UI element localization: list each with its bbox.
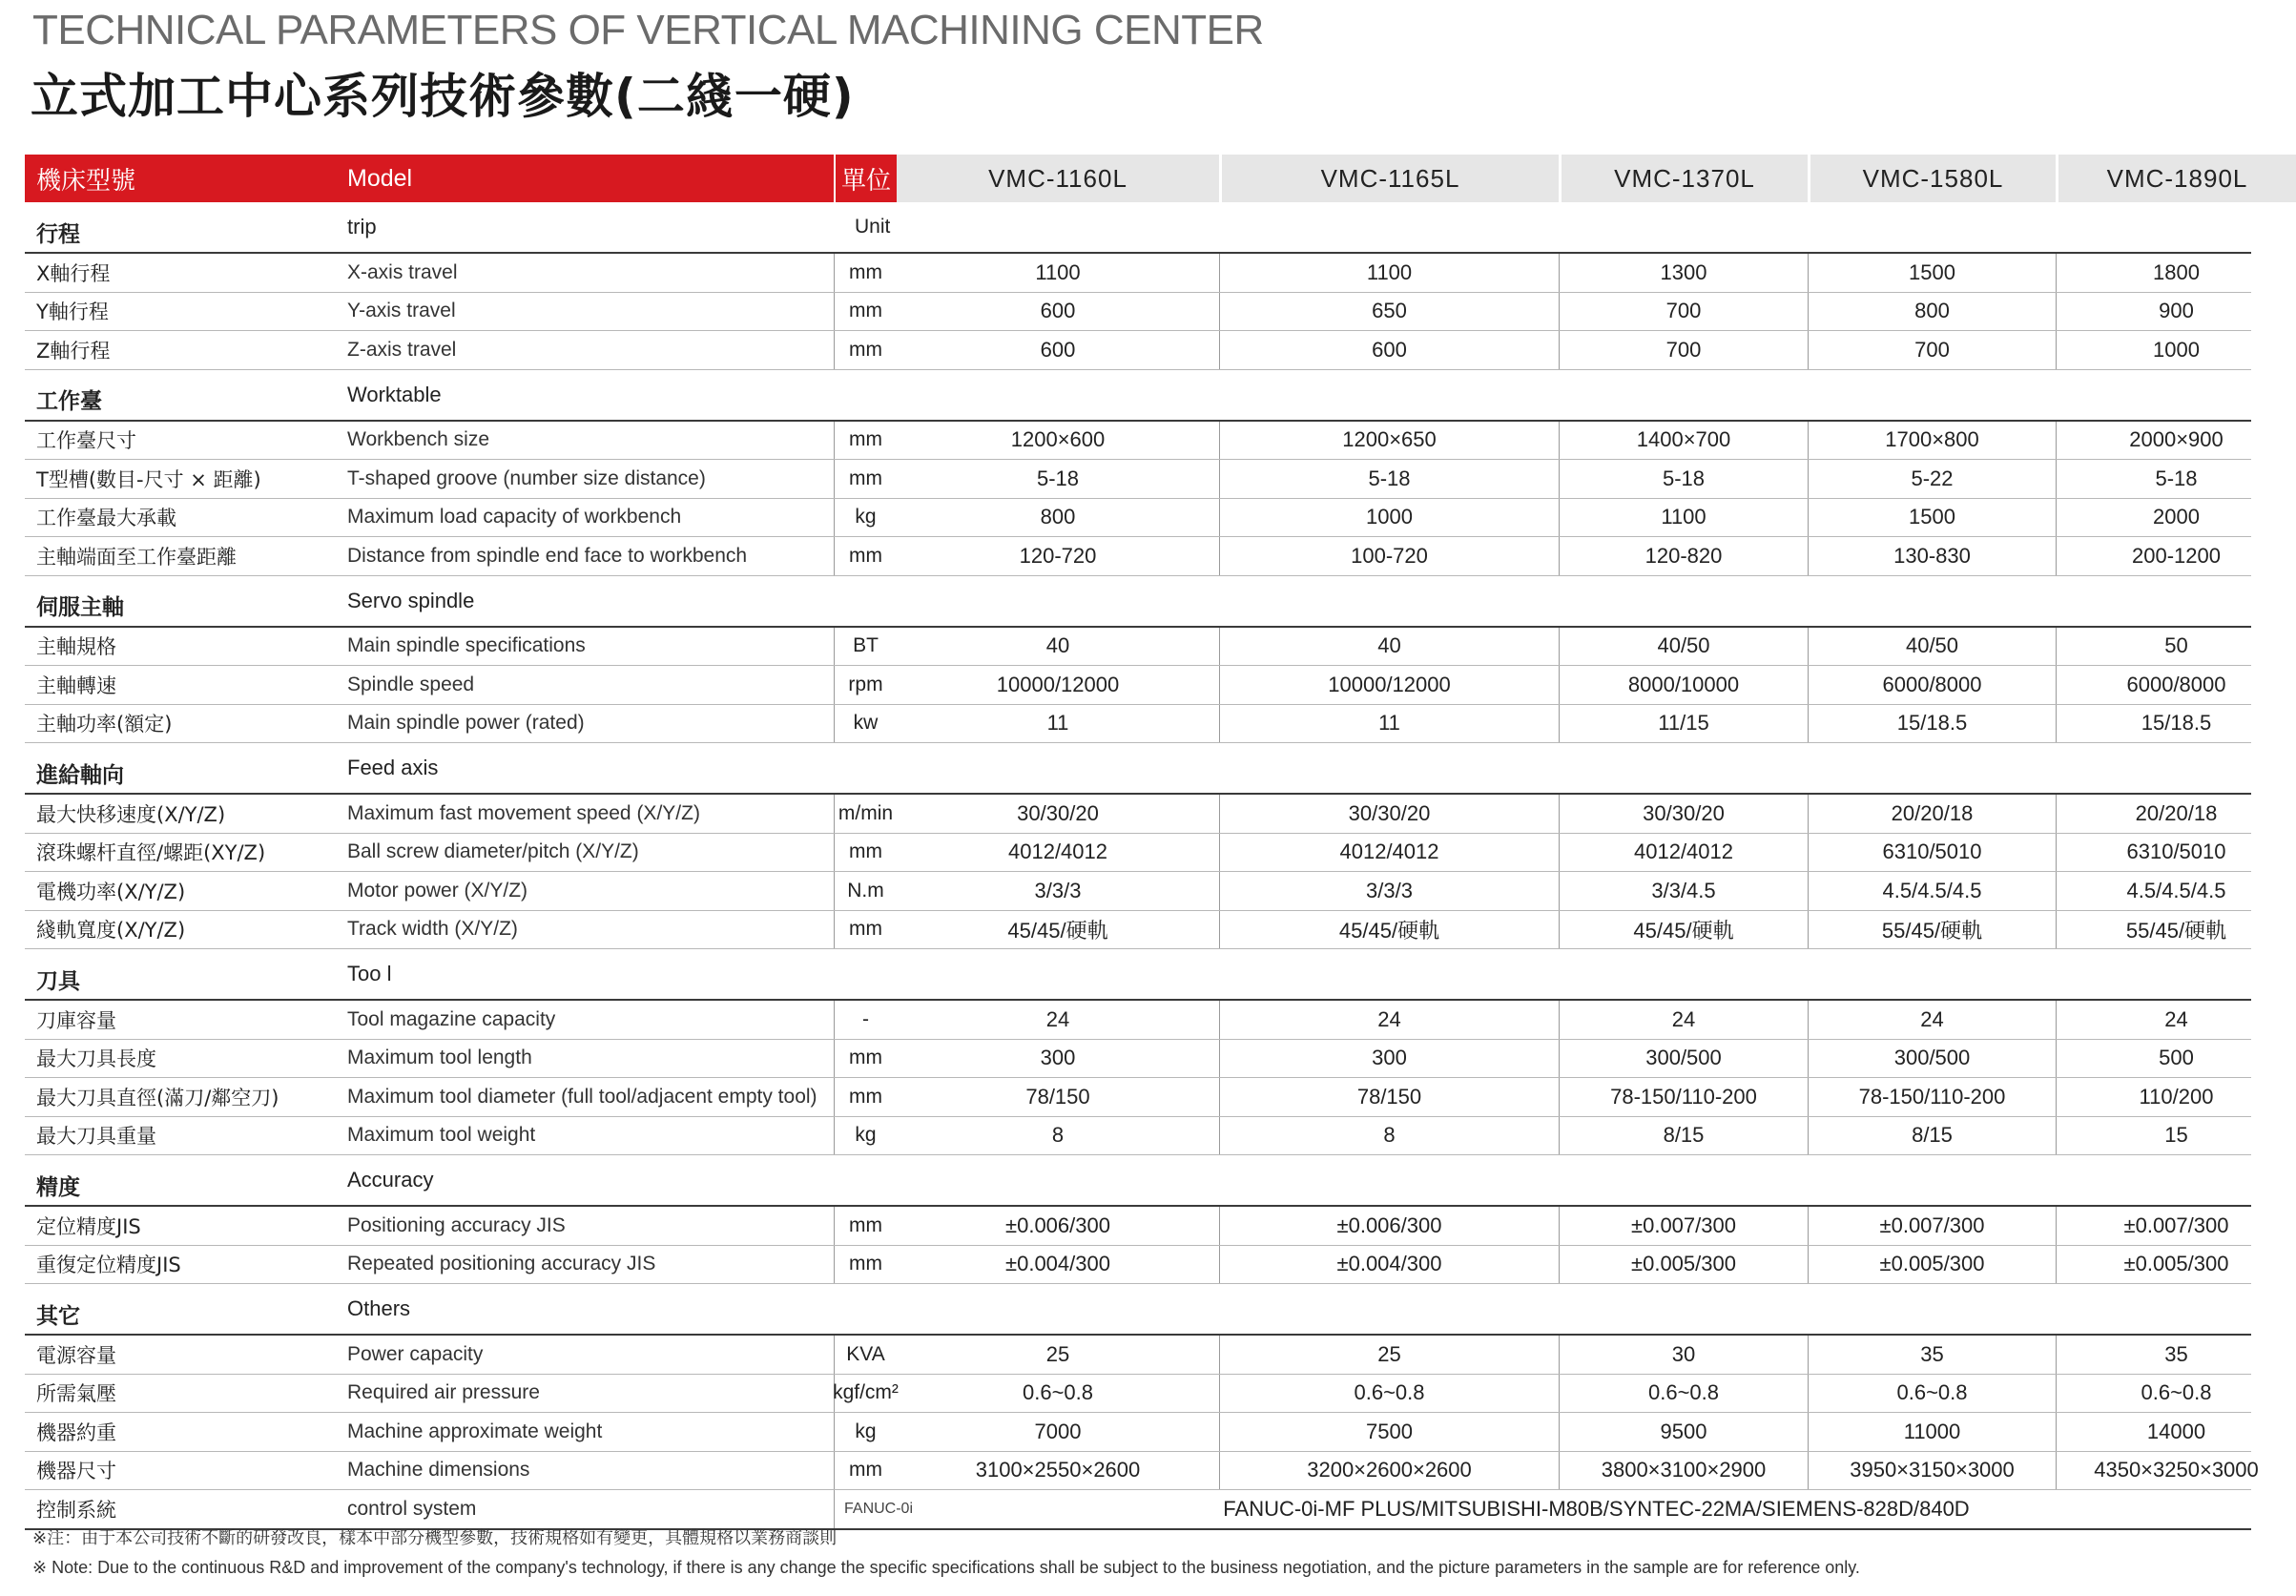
- section-title-en: trip: [347, 215, 377, 238]
- row-label-en: Maximum tool weight: [347, 1124, 536, 1147]
- row-unit: KVA: [834, 1336, 897, 1374]
- row-value: 4350×3250×3000: [2056, 1452, 2296, 1490]
- control-system-value: FANUC-0i-MF PLUS/MITSUBISHI-M80B/SYNTEC-22MA/SIEMENS-828D/840D: [1223, 1496, 1970, 1521]
- row-unit: kg: [834, 499, 897, 537]
- row-value: 8: [1051, 1123, 1065, 1148]
- row-value: 20/20/18: [1808, 795, 2056, 833]
- row-value: 4.5/4.5/4.5: [2056, 872, 2296, 910]
- section-title-zh: 其它: [36, 1303, 80, 1329]
- row-label-en: Motor power (X/Y/Z): [347, 879, 528, 902]
- row-value: 24: [1219, 1001, 1559, 1039]
- header-label-zh: 機床型號: [25, 155, 347, 202]
- row-value: ±0.005/300: [1808, 1246, 2056, 1284]
- row-value: 300: [1040, 1046, 1076, 1070]
- row-label-zh: 主軸功率(額定): [36, 713, 173, 736]
- row-value: 8000/10000: [1559, 666, 1808, 704]
- row-value: 1000: [1219, 499, 1559, 537]
- row-value: 40/50: [1808, 628, 2056, 666]
- row-value: 1400×700: [1559, 422, 1808, 460]
- spec-table: [25, 155, 2259, 1530]
- note-zh: ※注：由于本公司技術不斷的研發改良，樣本中部分機型參數，技術規格如有變更，具體規格以業務商談則: [32, 1528, 838, 1548]
- row-value: 30/30/20: [1559, 795, 1808, 833]
- row-label-zh: 控制系統: [36, 1498, 116, 1522]
- row-unit: mm: [834, 911, 897, 949]
- row-value: 55/45/硬軌: [2056, 911, 2296, 949]
- row-value: 45/45/硬軌: [1007, 918, 1108, 943]
- row-value: 1100: [1035, 259, 1081, 284]
- row-label-en: Main spindle specifications: [347, 634, 586, 657]
- row-value: ±0.007/300: [1808, 1207, 2056, 1245]
- table-row: [25, 1207, 2251, 1246]
- section-title-zh: 行程: [36, 221, 80, 247]
- row-label-en: Required air pressure: [347, 1381, 540, 1404]
- row-value: ±0.004/300: [1005, 1252, 1110, 1276]
- section-unit: [834, 576, 897, 626]
- table-row: [25, 1375, 2251, 1414]
- section-title-en: Others: [347, 1296, 411, 1320]
- row-value: 1000: [2056, 331, 2296, 369]
- row-value: 0.6~0.8: [1022, 1380, 1093, 1405]
- model-header: VMC-1165L: [1219, 155, 1559, 202]
- row-label-zh: 綫軌寬度(X/Y/Z): [36, 919, 186, 943]
- row-value: 4012/4012: [1219, 834, 1559, 872]
- row-unit: mm: [834, 1078, 897, 1116]
- section-title-en: Servo spindle: [347, 588, 475, 612]
- row-value: ±0.007/300: [2056, 1207, 2296, 1245]
- row-label-zh: 所需氣壓: [36, 1382, 116, 1406]
- row-value: 40/50: [1559, 628, 1808, 666]
- row-value: 8/15: [1808, 1117, 2056, 1155]
- row-value: 15/18.5: [1808, 705, 2056, 743]
- row-value: 700: [1559, 293, 1808, 331]
- row-value: 3950×3150×3000: [1808, 1452, 2056, 1490]
- row-label-zh: T型槽(數目-尺寸 × 距離): [36, 467, 261, 491]
- row-value: 300/500: [1808, 1040, 2056, 1078]
- row-value: 11000: [1808, 1413, 2056, 1451]
- row-value: 78-150/110-200: [1559, 1078, 1808, 1116]
- row-value: 7000: [1034, 1419, 1082, 1443]
- row-unit: kg: [834, 1413, 897, 1451]
- section-title-en: Worktable: [347, 382, 442, 406]
- row-value: 120-720: [1019, 543, 1097, 568]
- title-zh: 立式加工中心系列技術參數(二綫一硬): [31, 69, 855, 124]
- table-row: [25, 1413, 2251, 1452]
- row-label-zh: 最大快移速度(X/Y/Z): [36, 802, 226, 826]
- section-title-zh: 工作臺: [36, 389, 102, 414]
- row-label-zh: Y軸行程: [36, 301, 109, 324]
- table-row: [25, 834, 2251, 873]
- section-title-en: Accuracy: [347, 1168, 434, 1192]
- row-unit: mm: [834, 254, 897, 292]
- table-row: [25, 1078, 2251, 1117]
- row-label-zh: 電機功率(X/Y/Z): [36, 880, 186, 903]
- section-unit: [834, 949, 897, 999]
- table-row: [25, 331, 2251, 370]
- row-value: 45/45/硬軌: [1559, 911, 1808, 949]
- row-value: 6000/8000: [2056, 666, 2296, 704]
- row-value: 5-18: [2056, 460, 2296, 498]
- table-row: [25, 705, 2251, 744]
- section-title-zh: 刀具: [36, 968, 80, 994]
- row-value: 3/3/4.5: [1559, 872, 1808, 910]
- row-label-zh: 最大刀具重量: [36, 1125, 156, 1149]
- row-label-en: Y-axis travel: [347, 300, 456, 322]
- row-unit: rpm: [834, 666, 897, 704]
- row-label-zh: Z軸行程: [36, 339, 111, 363]
- row-label-zh: 機器尺寸: [36, 1460, 116, 1483]
- section-header-row: [25, 370, 2251, 422]
- table-row: [25, 293, 2251, 332]
- row-label-zh: 最大刀具長度: [36, 1047, 156, 1071]
- row-value: 55/45/硬軌: [1808, 911, 2056, 949]
- row-label-zh: 重復定位精度JIS: [36, 1254, 181, 1277]
- row-unit: kgf/cm²: [834, 1375, 897, 1413]
- table-row: [25, 911, 2251, 950]
- row-value: 600: [1219, 331, 1559, 369]
- row-value: 800: [1040, 505, 1076, 529]
- row-label-zh: 最大刀具直徑(滿刀/鄰空刀): [36, 1086, 279, 1109]
- row-value: 24: [1045, 1006, 1070, 1031]
- table-header-row: [25, 155, 2251, 202]
- section-header-row: [25, 576, 2251, 628]
- row-value: 1100: [1219, 254, 1559, 292]
- table-row: [25, 666, 2251, 705]
- row-label-en: Track width (X/Y/Z): [347, 918, 518, 941]
- table-row: [25, 1452, 2259, 1491]
- row-value: 900: [2056, 293, 2296, 331]
- row-value: 24: [1808, 1001, 2056, 1039]
- row-value: 25: [1219, 1336, 1559, 1374]
- row-value: 1300: [1559, 254, 1808, 292]
- table-row: [25, 795, 2251, 834]
- row-value: 30/30/20: [1017, 800, 1099, 825]
- row-label-en: Machine approximate weight: [347, 1420, 603, 1442]
- row-value: 3/3/3: [1034, 878, 1082, 902]
- row-value: 3100×2550×2600: [975, 1458, 1141, 1482]
- section-header-row: [25, 1155, 2251, 1207]
- row-value: 10000/12000: [996, 672, 1120, 696]
- model-header: VMC-1580L: [1808, 155, 2056, 202]
- row-value: 5-18: [1219, 460, 1559, 498]
- row-unit: mm: [834, 537, 897, 575]
- row-label-en: Ball screw diameter/pitch (X/Y/Z): [347, 840, 639, 863]
- table-row: [25, 254, 2251, 293]
- section-title-en: Too l: [347, 962, 392, 985]
- row-unit: mm: [834, 1040, 897, 1078]
- row-unit: kg: [834, 1117, 897, 1155]
- row-unit: kw: [834, 705, 897, 743]
- note-en: ※ Note: Due to the continuous R&D and improvement of the company's technology, if there is any change the specific specifications shall be subject to the business negotiation, and the picture parameters in the sample are for reference only.: [32, 1558, 1860, 1577]
- row-value: 7500: [1219, 1413, 1559, 1451]
- row-label-en: Z-axis travel: [347, 338, 457, 361]
- row-label-en: Machine dimensions: [347, 1459, 530, 1482]
- row-label-zh: 機器約重: [36, 1420, 116, 1444]
- row-value: 20/20/18: [2056, 795, 2296, 833]
- table-row: [25, 1336, 2251, 1375]
- row-unit: mm: [834, 422, 897, 460]
- row-value: 650: [1219, 293, 1559, 331]
- row-value: 35: [2056, 1336, 2296, 1374]
- model-header: VMC-1160L: [897, 155, 1219, 202]
- row-value: 5-22: [1808, 460, 2056, 498]
- row-value: 800: [1808, 293, 2056, 331]
- row-value: 11: [1046, 711, 1069, 736]
- table-row: [25, 1001, 2251, 1040]
- row-value: 4.5/4.5/4.5: [1808, 872, 2056, 910]
- row-label-zh: 主軸轉速: [36, 674, 116, 697]
- row-value: 120-820: [1559, 537, 1808, 575]
- row-value: 8: [1219, 1117, 1559, 1155]
- table-row: [25, 628, 2251, 667]
- row-value: 15: [2056, 1117, 2296, 1155]
- row-value: 2000×900: [2056, 422, 2296, 460]
- row-value: 700: [1559, 331, 1808, 369]
- section-unit: [834, 1155, 897, 1205]
- row-value: 24: [2056, 1001, 2296, 1039]
- row-label-zh: 工作臺最大承載: [36, 507, 176, 530]
- section-unit: Unit: [855, 216, 891, 238]
- table-row: [25, 1246, 2251, 1285]
- row-value: 300/500: [1559, 1040, 1808, 1078]
- row-value: ±0.007/300: [1559, 1207, 1808, 1245]
- row-value: 10000/12000: [1219, 666, 1559, 704]
- row-label-zh: 定位精度JIS: [36, 1214, 141, 1238]
- row-value: 1800: [2056, 254, 2296, 292]
- row-value: 600: [1040, 299, 1076, 323]
- row-label-zh: 主軸端面至工作臺距離: [36, 545, 237, 569]
- row-value: 200-1200: [2056, 537, 2296, 575]
- section-title-zh: 伺服主軸: [36, 595, 124, 620]
- model-header: VMC-1890L: [2056, 155, 2296, 202]
- row-value: 700: [1808, 331, 2056, 369]
- row-label-en: Maximum load capacity of workbench: [347, 506, 682, 529]
- row-label-en: T-shaped groove (number size distance): [347, 466, 706, 489]
- row-label-zh: X軸行程: [36, 261, 111, 285]
- row-value: ±0.006/300: [1005, 1213, 1110, 1237]
- row-value: 50: [2056, 628, 2296, 666]
- row-unit: mm: [834, 1246, 897, 1284]
- row-value: 130-830: [1808, 537, 2056, 575]
- table-row: [25, 460, 2251, 499]
- row-value: 600: [1040, 337, 1076, 362]
- row-unit: -: [834, 1001, 897, 1039]
- section-title-en: Feed axis: [347, 756, 439, 779]
- row-value: 3/3/3: [1219, 872, 1559, 910]
- row-label-en: Workbench size: [347, 428, 490, 451]
- row-label-en: Maximum tool diameter (full tool/adjacent empty tool): [347, 1085, 817, 1108]
- row-unit: BT: [834, 628, 897, 666]
- row-value: 35: [1808, 1336, 2056, 1374]
- row-value: 1200×650: [1219, 422, 1559, 460]
- row-value: 1500: [1808, 499, 2056, 537]
- row-value: ±0.005/300: [1559, 1246, 1808, 1284]
- row-value: 40: [1219, 628, 1559, 666]
- header-unit: 單位: [834, 155, 897, 202]
- row-value: 9500: [1559, 1413, 1808, 1451]
- row-value: ±0.006/300: [1219, 1207, 1559, 1245]
- table-row: [25, 1040, 2251, 1079]
- row-unit: mm: [834, 460, 897, 498]
- row-value: 1100: [1559, 499, 1808, 537]
- row-label-en: Tool magazine capacity: [347, 1007, 556, 1030]
- table-body: [25, 202, 2259, 1490]
- footnotes: [32, 1524, 1860, 1582]
- row-value: 3800×3100×2900: [1559, 1452, 1808, 1490]
- row-unit: mm: [834, 293, 897, 331]
- row-unit: mm: [834, 331, 897, 369]
- row-value: 1200×600: [1010, 427, 1106, 452]
- table-row: [25, 872, 2251, 911]
- row-value: 6310/5010: [1808, 834, 2056, 872]
- row-value: 110/200: [2056, 1078, 2296, 1116]
- row-label-zh: 主軸規格: [36, 635, 116, 659]
- row-value: 24: [1559, 1001, 1808, 1039]
- model-header: VMC-1370L: [1559, 155, 1808, 202]
- row-value: 0.6~0.8: [1219, 1375, 1559, 1413]
- section-unit: [834, 1284, 897, 1334]
- row-value: 30/30/20: [1219, 795, 1559, 833]
- section-title-zh: 精度: [36, 1174, 80, 1200]
- row-value: 5-18: [1559, 460, 1808, 498]
- row-value: 300: [1219, 1040, 1559, 1078]
- table-row: [25, 422, 2251, 461]
- row-label-en: X-axis travel: [347, 260, 458, 283]
- row-unit: mm: [834, 834, 897, 872]
- section-header-row: [25, 743, 2251, 795]
- row-value: 3200×2600×2600: [1219, 1452, 1559, 1490]
- row-label-zh: 刀庫容量: [36, 1008, 116, 1032]
- row-label-en: Repeated positioning accuracy JIS: [347, 1253, 656, 1275]
- row-value: 0.6~0.8: [1808, 1375, 2056, 1413]
- table-row: [25, 537, 2251, 576]
- row-value: 4012/4012: [1559, 834, 1808, 872]
- row-label-en: Maximum fast movement speed (X/Y/Z): [347, 801, 700, 824]
- row-value: 45/45/硬軌: [1219, 911, 1559, 949]
- row-value: 40: [1045, 633, 1070, 658]
- row-value: 6310/5010: [2056, 834, 2296, 872]
- row-label-zh: 滾珠螺杆直徑/螺距(XY/Z): [36, 841, 266, 865]
- row-value: 25: [1045, 1341, 1070, 1366]
- row-value: 1500: [1808, 254, 2056, 292]
- table-row: [25, 499, 2251, 538]
- row-value: 5-18: [1036, 466, 1080, 490]
- row-value: 6000/8000: [1808, 666, 2056, 704]
- row-label-zh: 電源容量: [36, 1343, 116, 1367]
- row-unit: FANUC-0i: [834, 1490, 897, 1528]
- row-value: 78/150: [1219, 1078, 1559, 1116]
- row-value: 15/18.5: [2056, 705, 2296, 743]
- row-unit: mm: [834, 1207, 897, 1245]
- row-value: 78/150: [1025, 1084, 1090, 1109]
- row-label-en: Positioning accuracy JIS: [347, 1213, 566, 1236]
- row-unit: mm: [834, 1452, 897, 1490]
- section-unit: [834, 370, 897, 420]
- row-unit: m/min: [834, 795, 897, 833]
- row-value: 100-720: [1219, 537, 1559, 575]
- row-label-en: Maximum tool length: [347, 1047, 532, 1069]
- row-label-en: control system: [347, 1497, 477, 1520]
- row-label-en: Power capacity: [347, 1342, 484, 1365]
- row-value: 0.6~0.8: [1559, 1375, 1808, 1413]
- row-value: 11/15: [1559, 705, 1808, 743]
- row-value: 78-150/110-200: [1808, 1078, 2056, 1116]
- row-unit: N.m: [834, 872, 897, 910]
- section-header-row: [25, 949, 2251, 1001]
- row-label-en: Distance from spindle end face to workbench: [347, 544, 748, 567]
- row-value: 2000: [2056, 499, 2296, 537]
- row-value: 1700×800: [1808, 422, 2056, 460]
- section-title-zh: 進給軸向: [36, 762, 124, 788]
- row-value: ±0.004/300: [1219, 1246, 1559, 1284]
- row-label-zh: 工作臺尺寸: [36, 429, 136, 453]
- row-value: 8/15: [1559, 1117, 1808, 1155]
- row-value: 30: [1559, 1336, 1808, 1374]
- section-header-row: [25, 1284, 2251, 1336]
- row-value: 0.6~0.8: [2056, 1375, 2296, 1413]
- row-label-en: Spindle speed: [347, 673, 475, 695]
- section-unit: [834, 743, 897, 793]
- title-en: TECHNICAL PARAMETERS OF VERTICAL MACHINING CENTER: [32, 7, 1264, 53]
- table-row: [25, 1117, 2251, 1156]
- row-value: 500: [2056, 1040, 2296, 1078]
- row-value: ±0.005/300: [2056, 1246, 2296, 1284]
- section-header-row: [25, 202, 2251, 254]
- header-label-en: Model: [347, 155, 834, 202]
- row-value: 11: [1219, 705, 1559, 743]
- row-value: 4012/4012: [1008, 839, 1107, 864]
- row-value: 14000: [2056, 1413, 2296, 1451]
- row-label-en: Main spindle power (rated): [347, 712, 585, 735]
